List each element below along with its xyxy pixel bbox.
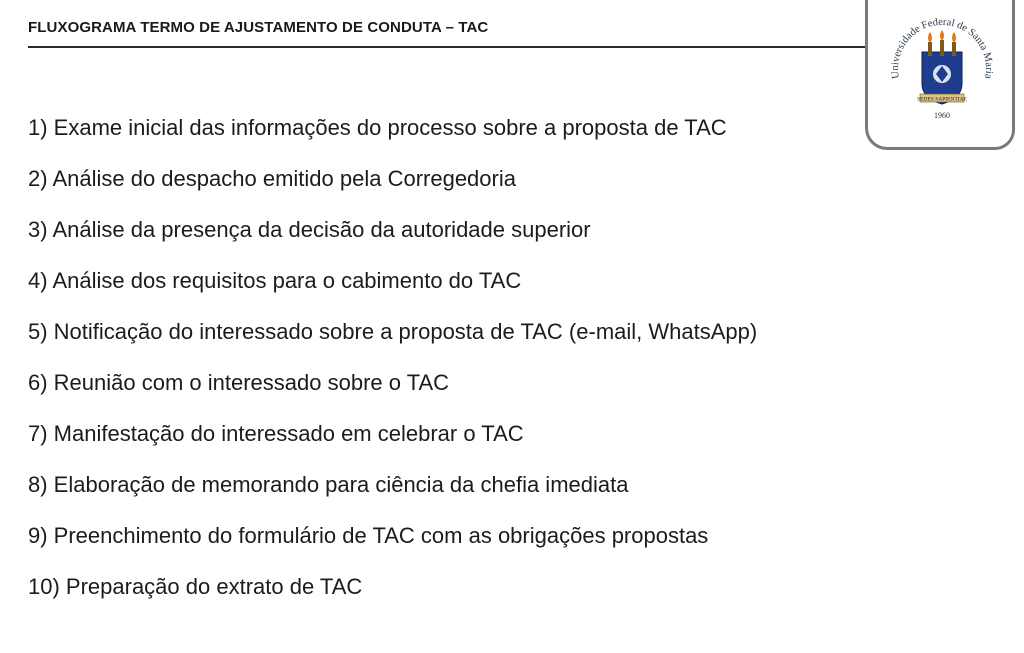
page-title: FLUXOGRAMA TERMO DE AJUSTAMENTO DE CONDUTA – TAC — [28, 19, 489, 36]
svg-text:Universidade Federal de Santa: Universidade Federal de Santa Maria — [889, 18, 995, 80]
step-item: 10) Preparação do extrato de TAC — [28, 574, 363, 599]
svg-text:SEDES SAPIENTIAE: SEDES SAPIENTIAE — [917, 96, 967, 103]
step-item: 4) Análise dos requisitos para o cabimento do TAC — [28, 268, 522, 293]
university-logo-frame — [865, 0, 1015, 150]
step-list — [28, 112, 757, 622]
university-seal-logo — [886, 18, 998, 130]
svg-text:1960: 1960 — [934, 111, 950, 120]
step-item: 5) Notificação do interessado sobre a proposta de TAC (e-mail, WhatsApp) — [28, 319, 758, 344]
step-item: 9) Preenchimento do formulário de TAC com as obrigações propostas — [28, 523, 709, 548]
step-item: 8) Elaboração de memorando para ciência da chefia imediata — [28, 472, 629, 497]
step-item: 7) Manifestação do interessado em celebrar o TAC — [28, 421, 524, 446]
header-divider — [28, 46, 866, 48]
step-item: 6) Reunião com o interessado sobre o TAC — [28, 370, 450, 395]
step-item: 3) Análise da presença da decisão da autoridade superior — [28, 217, 591, 242]
step-item: 1) Exame inicial das informações do processo sobre a proposta de TAC — [28, 115, 727, 140]
step-item: 2) Análise do despacho emitido pela Corregedoria — [28, 166, 516, 191]
